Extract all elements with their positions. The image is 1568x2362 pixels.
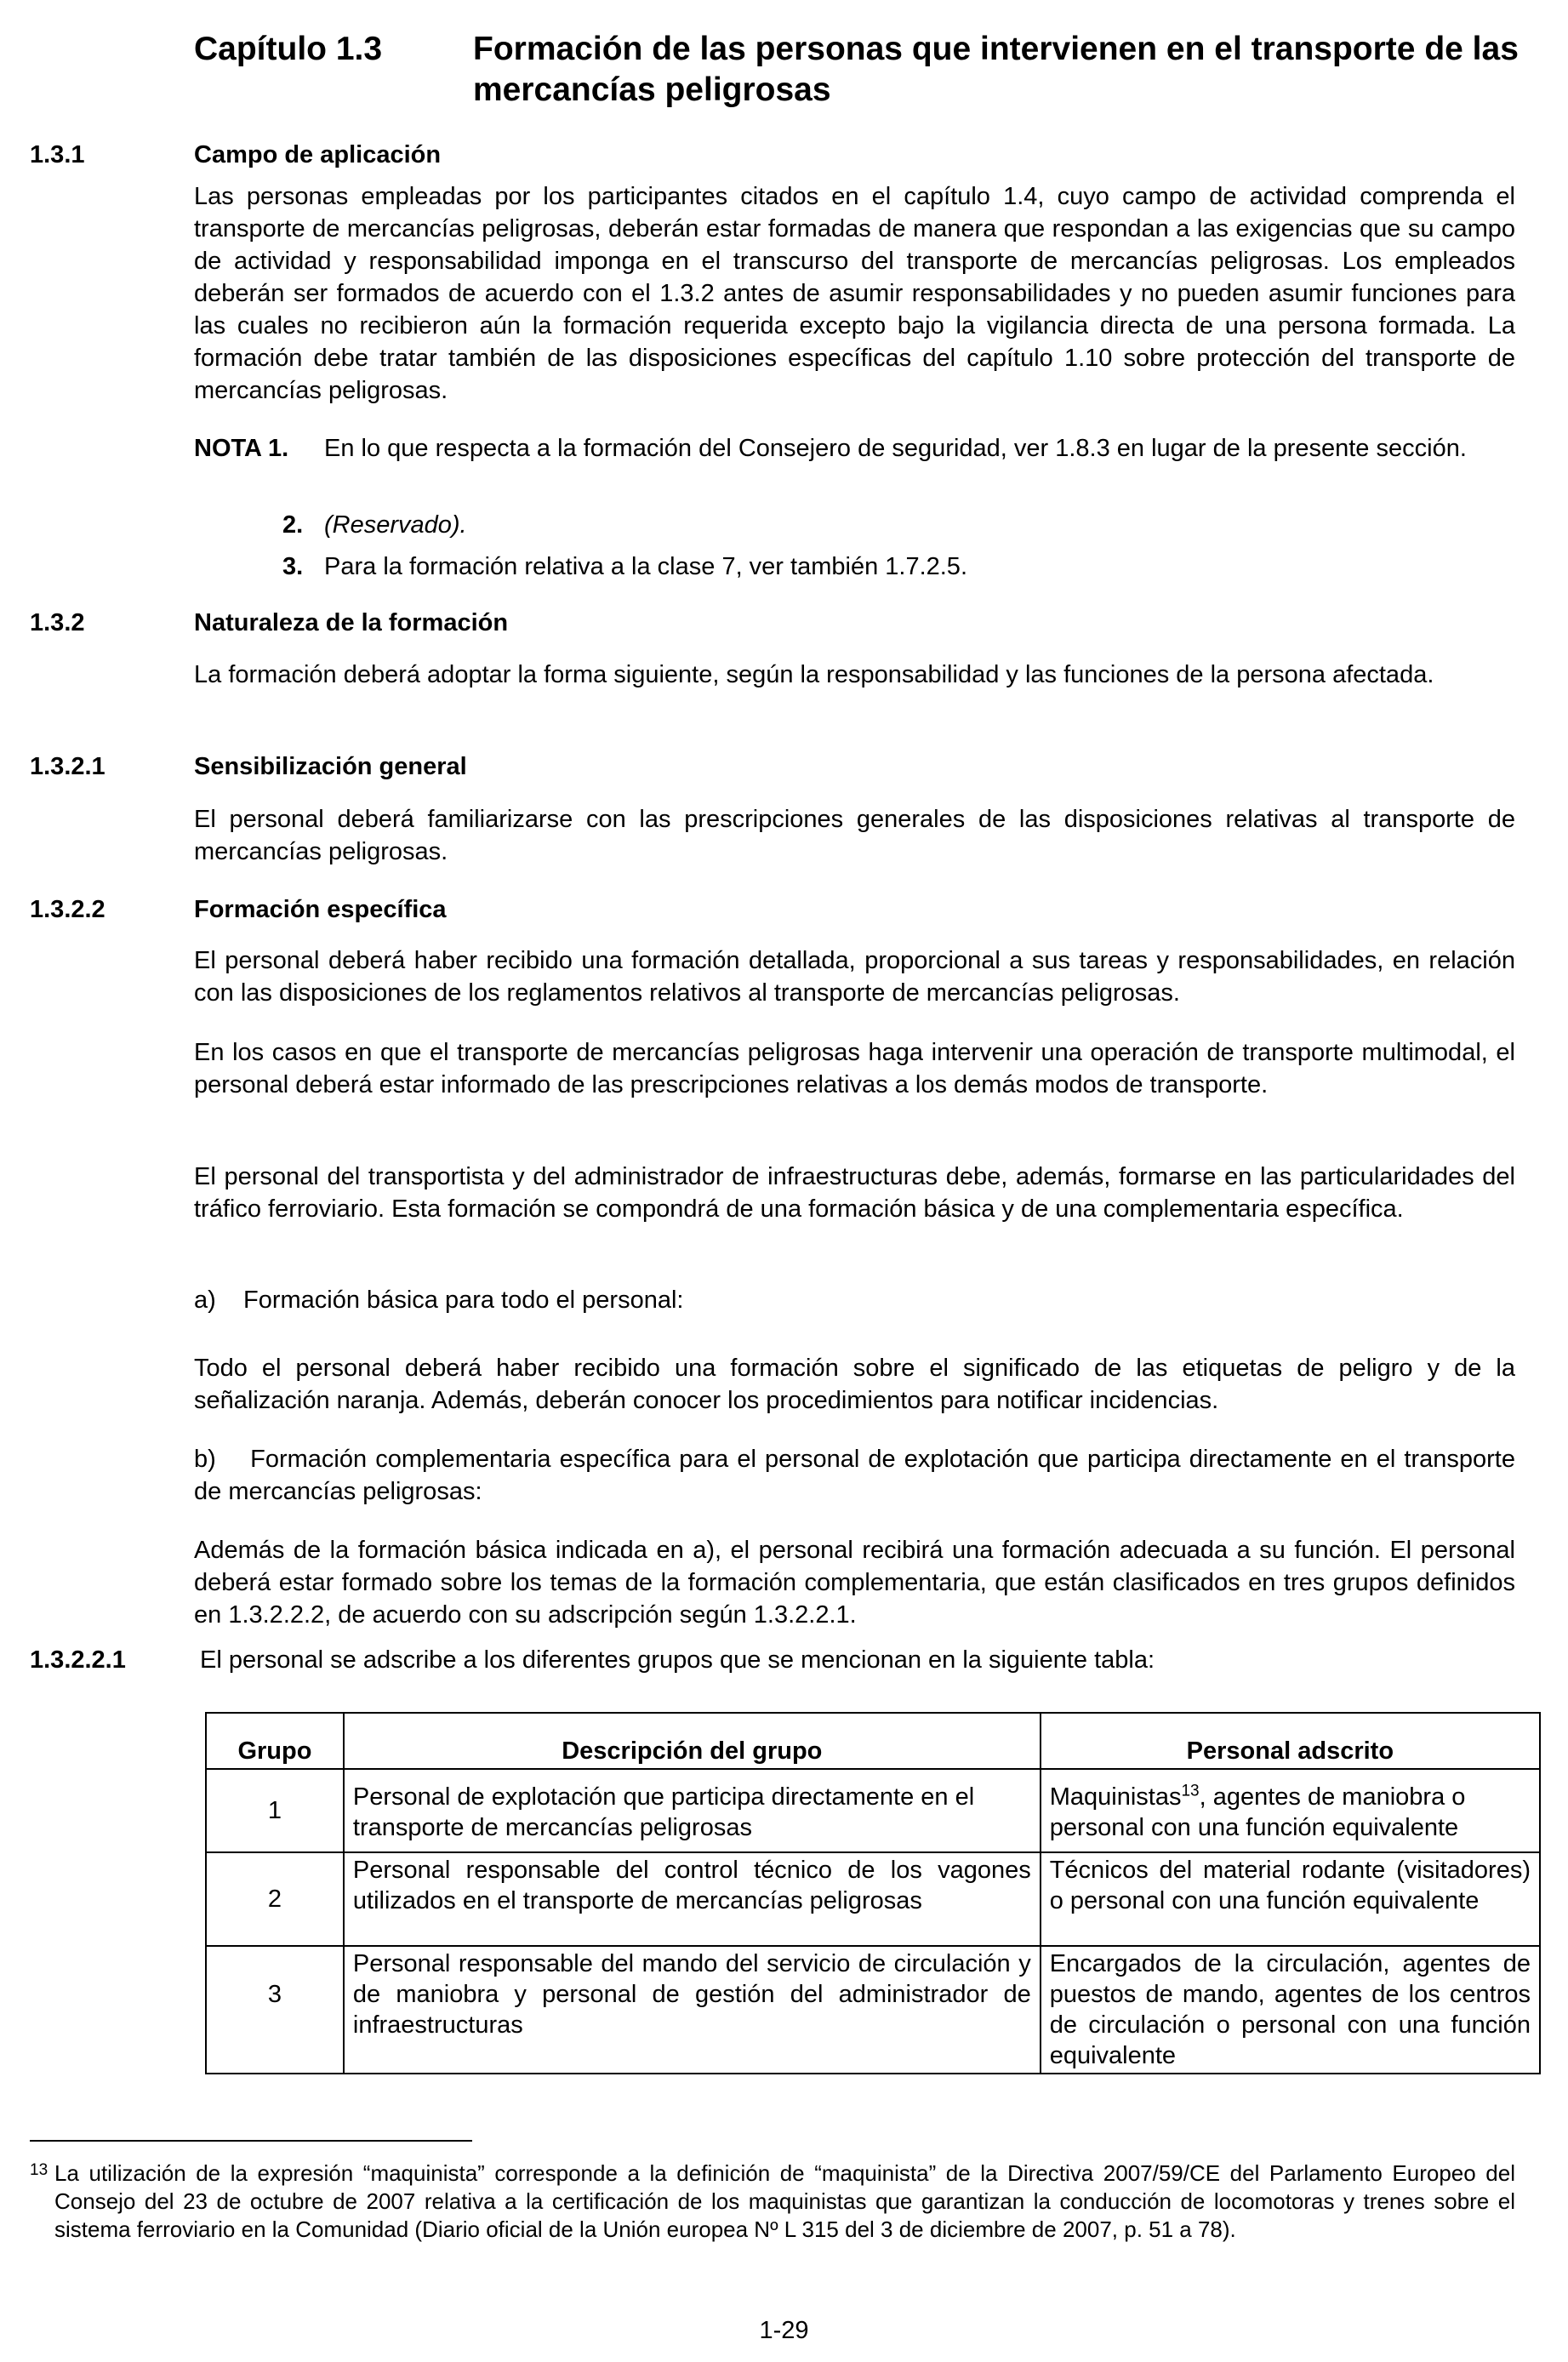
list-item-b-formacion-complementaria: b) Formación complementaria específica para el personal de explotación que participa directamente en el transporte de mercancías peligrosas: <box>194 1446 1523 1505</box>
section-number-1-3-1: 1.3.1 <box>30 141 85 168</box>
header-grupo: Grupo <box>206 1713 344 1769</box>
cell-personal: Encargados de la circulación, agentes de puestos de mando, agentes de los centros de circulación o personal con una función equivalente <box>1041 1946 1540 2074</box>
section-number-1-3-2-2-1: 1.3.2.2.1 <box>30 1646 126 1674</box>
footnote-ref-13: 13 <box>1181 1782 1200 1800</box>
note-label: NOTA 1. <box>194 435 289 462</box>
cell-descripcion: Personal de explotación que participa directamente en el transporte de mercancías peligrosas <box>344 1769 1041 1852</box>
section-number-1-3-2-1: 1.3.2.1 <box>30 753 105 780</box>
chapter-title: Formación de las personas que intervienen en el transporte de las mercancías peligrosas <box>473 31 1519 108</box>
note-1-text: En lo que respecta a la formación del Consejero de seguridad, ver 1.8.3 en lugar de la presente sección. <box>324 435 1467 462</box>
cell-descripcion: Personal responsable del mando del servicio de circulación y de maniobra y personal de gestión del administrador de infraestructuras <box>344 1946 1041 2074</box>
section-number-1-3-2: 1.3.2 <box>30 609 85 636</box>
list-item-a-formacion-basica: a) Formación básica para todo el personal: <box>194 1287 684 1314</box>
paragraph-sensibilizacion: El personal deberá familiarizarse con las prescripciones generales de las disposiciones relativas al transporte de mercancías peligrosas. <box>194 806 1515 865</box>
footnote-text: La utilización de la expresión “maquinista” corresponde a la definición de “maquinista” de la Directiva 2007/59/CE del Parlamento Europeo del Consejo del 23 de octubre de 2007 relativa a la certificación de los maquinistas que garantizan la conducción de locomotoras y trenes sobre el sistema ferroviario en la Comunidad (Diario oficial de la Unión europea Nº L 315 del 3 de diciembre de 2007, p. 51 a 78). <box>54 2160 1515 2242</box>
cell-personal <box>1041 1769 1540 1852</box>
table-row <box>206 1852 1540 1946</box>
paragraph-transporte-multimodal: En los casos en que el transporte de mercancías peligrosas haga intervenir una operación de transporte multimodal, el personal deberá estar informado de las prescripciones relativas a los demás modos de transporte. <box>194 1039 1515 1098</box>
cell-descripcion: Personal responsable del control técnico de los vagones utilizados en el transporte de mercancías peligrosas <box>344 1852 1041 1946</box>
footnote-separator <box>30 2140 472 2142</box>
section-title-campo-de-aplicacion: Campo de aplicación <box>194 141 442 168</box>
section-title-naturaleza: Naturaleza de la formación <box>194 609 509 636</box>
paragraph-etiquetas-peligro: Todo el personal deberá haber recibido una formación sobre el significado de las etiquetas de peligro y de la señalización naranja. Además, deberán conocer los procedimientos para notificar incidencias. <box>194 1355 1515 1414</box>
note-2-number: 2. <box>282 511 304 539</box>
groups-table <box>205 1712 1541 2074</box>
paragraph-formacion-detallada: El personal deberá haber recibido una formación detallada, proporcional a sus tareas y responsabilidades, en relación con las disposiciones de los reglamentos relativos al transporte de mercancías peligrosas. <box>194 947 1515 1007</box>
cell-grupo: 1 <box>206 1769 344 1852</box>
note-3-text: Para la formación relativa a la clase 7, ver también 1.7.2.5. <box>324 553 967 580</box>
table-row <box>206 1769 1540 1852</box>
cell-personal: Técnicos del material rodante (visitadores) o personal con una función equivalente <box>1041 1852 1540 1946</box>
paragraph-campo-de-aplicacion: Las personas empleadas por los participantes citados en el capítulo 1.4, cuyo campo de actividad comprenda el transporte de mercancías peligrosas, deberán estar formadas de manera que respondan a las exigencias que su campo de actividad y responsabilidad imponga en el transcurso del transporte de mercancías peligrosas. Los empleados deberán ser formados de acuerdo con el 1.3.2 antes de asumir responsabilidades y no pueden asumir funciones para las cuales no recibieron aún la formación requerida excepto bajo la vigilancia directa de una persona formada. La formación debe tratar también de las disposiciones específicas del capítulo 1.10 sobre protección del transporte de mercancías peligrosas. <box>194 183 1515 404</box>
chapter-number: Capítulo 1.3 <box>194 31 383 67</box>
section-title-sensibilizacion: Sensibilización general <box>194 753 467 780</box>
paragraph-trafico-ferroviario: El personal del transportista y del administrador de infraestructuras debe, además, formarse en las particularidades del tráfico ferroviario. Esta formación se compondrá de una formación básica y de una complementaria específica. <box>194 1163 1515 1223</box>
paragraph-naturaleza: La formación deberá adoptar la forma siguiente, según la responsabilidad y las funciones de la persona afectada. <box>194 661 1434 688</box>
section-number-1-3-2-2: 1.3.2.2 <box>30 896 105 923</box>
header-descripcion: Descripción del grupo <box>344 1713 1041 1769</box>
cell-grupo: 3 <box>206 1946 344 2074</box>
section-title-formacion-especifica: Formación específica <box>194 896 447 923</box>
table-header-row <box>206 1713 1540 1769</box>
table-row <box>206 1946 1540 2074</box>
footnote-mark: 13 <box>30 2161 48 2179</box>
personal-text-a: Maquinistas <box>1049 1783 1182 1811</box>
page-number: 1-29 <box>759 2317 809 2344</box>
cell-grupo: 2 <box>206 1852 344 1946</box>
paragraph-adscripcion: El personal se adscribe a los diferentes grupos que se mencionan en la siguiente tabla: <box>200 1646 1155 1674</box>
personal-text-b: , agentes de maniobra o personal con una función equivalente <box>1049 1783 1466 1841</box>
paragraph-formacion-adecuada: Además de la formación básica indicada en a), el personal recibirá una formación adecuada a su función. El personal deberá estar formado sobre los temas de la formación complementaria, que están clasificados en tres grupos definidos en 1.3.2.2.2, de acuerdo con su adscripción según 1.3.2.2.1. <box>194 1537 1515 1629</box>
note-3-number: 3. <box>282 553 304 580</box>
note-2-text: (Reservado). <box>324 511 467 539</box>
header-personal: Personal adscrito <box>1041 1713 1540 1769</box>
